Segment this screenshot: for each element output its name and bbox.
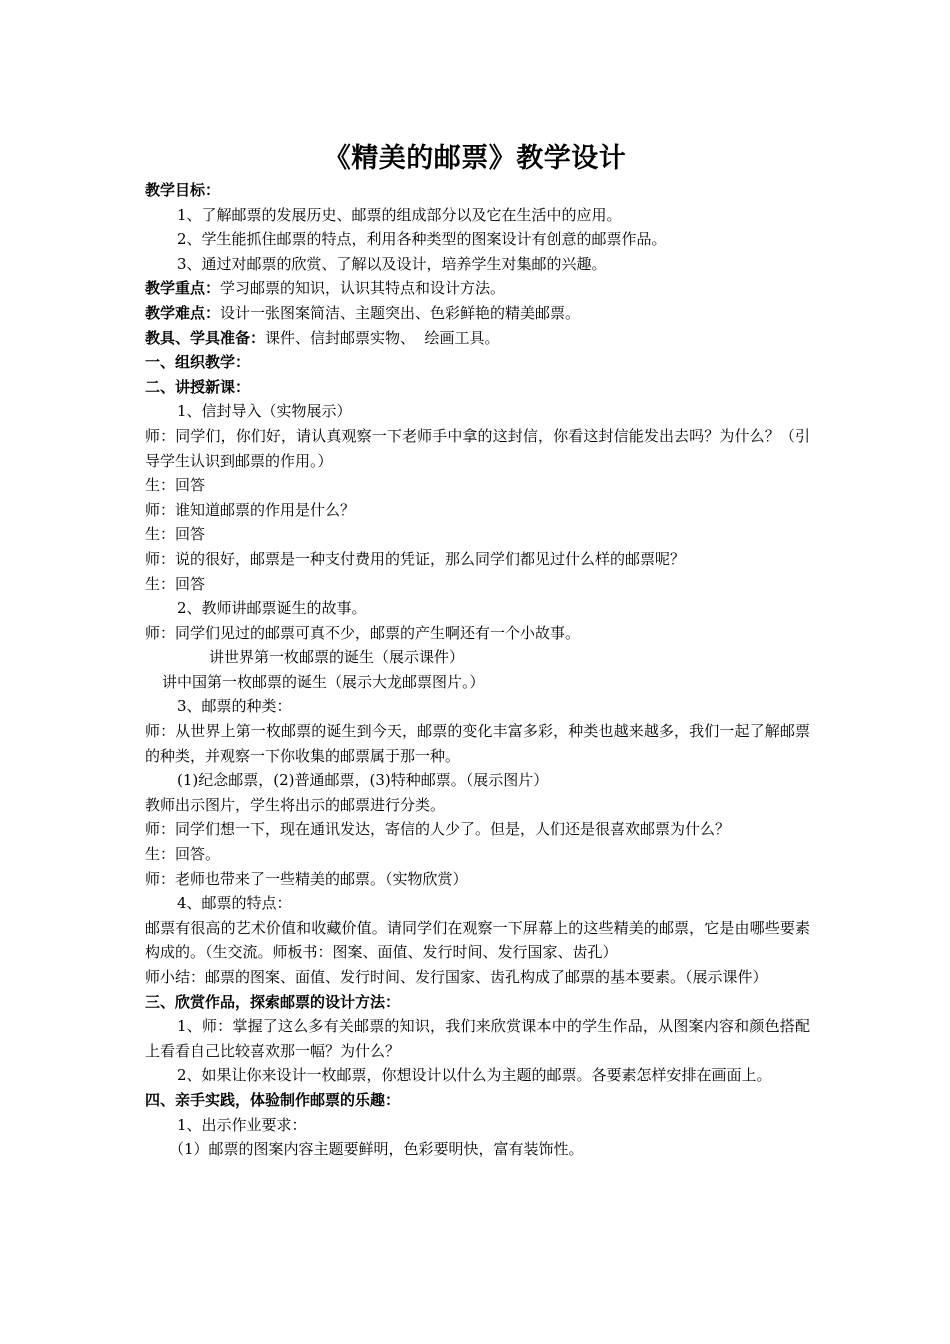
paragraph: 师：同学们想一下，现在通讯发达，寄信的人少了。但是，人们还是很喜欢邮票为什么？ — [145, 820, 731, 839]
paragraph: 师小结：邮票的图案、面值、发行时间、发行国家、齿孔构成了邮票的基本要素。（展示课件） — [145, 968, 768, 986]
paragraph: (1)纪念邮票，(2)普通邮票，(3)特种邮票。（展示图片） — [177, 771, 549, 790]
paragraph: 教师出示图片，学生将出示的邮票进行分类。 — [145, 795, 446, 814]
paragraph: 4、邮票的特点： — [177, 894, 292, 913]
label: 教具、学具准备： — [145, 328, 266, 347]
section-heading: 教学目标： — [145, 181, 221, 199]
section-heading: 一、组织教学： — [145, 353, 251, 372]
label: 教学难点： — [145, 303, 221, 322]
paragraph: 师：谁知道邮票的作用是什么？ — [145, 500, 356, 519]
paragraph: 1、信封导入（实物展示） — [177, 402, 352, 421]
paragraph: （1）邮票的图案内容主题要鲜明，色彩要明快，富有装饰性。 — [169, 1140, 584, 1159]
paragraph: 1、师：掌握了这么多有关邮票的知识，我们来欣赏课本中的学生作品，从图案内容和颜色搭配上看看自己比较喜欢那一幅？为什么？ — [145, 1017, 810, 1060]
materials — [145, 326, 810, 351]
paragraph: 师：老师也带来了一些精美的邮票。（实物欣赏） — [145, 869, 468, 888]
section-heading: 二、讲授新课： — [145, 377, 251, 396]
paragraph: 师：说的很好，邮票是一种支付费用的凭证，那么同学们都见过什么样的邮票呢？ — [145, 549, 686, 568]
paragraph: 3、邮票的种类： — [177, 697, 292, 716]
paragraph: 3、通过对邮票的欣赏、了解以及设计，培养学生对集邮的兴趣。 — [177, 254, 607, 273]
paragraph: 师：从世界上第一枚邮票的诞生到今天，邮票的变化丰富多彩，种类也越来越多，我们一起了解邮票的种类，并观察一下你收集的邮票属于那一种。 — [145, 722, 810, 765]
paragraph: 讲世界第一枚邮票的诞生（展示课件） — [209, 648, 465, 667]
paragraph: 1、了解邮票的发展历史、邮票的组成部分以及它在生活中的应用。 — [177, 205, 622, 224]
text: 课件、信封邮票实物、 绘画工具。 — [265, 328, 500, 347]
paragraph: 师：同学们见过的邮票可真不少，邮票的产生啊还有一个小故事。 — [145, 623, 581, 642]
text: 学习邮票的知识，认识其特点和设计方法。 — [220, 279, 506, 298]
section-heading: 三、欣赏作品，探索邮票的设计方法： — [145, 992, 401, 1011]
section-heading: 四、亲手实践，体验制作邮票的乐趣： — [145, 1090, 401, 1109]
document-title: 《精美的邮票》教学设计 — [323, 143, 627, 174]
paragraph: 2、如果让你来设计一枚邮票，你想设计以什么为主题的邮票。各要素怎样安排在画面上。 — [177, 1066, 772, 1085]
paragraph: 师：同学们，你们好，请认真观察一下老师手中拿的这封信，你看这封信能发出去吗？为什么？（引导学生认识到邮票的作用。） — [145, 426, 810, 470]
paragraph: 讲中国第一枚邮票的诞生（展示大龙邮票图片。） — [162, 672, 485, 691]
paragraph: 2、学生能抓住邮票的特点，利用各种类型的图案设计有创意的邮票作品。 — [177, 230, 667, 249]
paragraph: 生：回答 — [145, 476, 206, 495]
label: 教学重点： — [145, 279, 221, 298]
key-points — [145, 276, 810, 301]
paragraph: 2、教师讲邮票诞生的故事。 — [177, 599, 367, 618]
paragraph: 生：回答 — [145, 525, 206, 544]
paragraph: 邮票有很高的艺术价值和收藏价值。请同学们在观察一下屏幕上的这些精美的邮票，它是由哪些要素构成的。（生交流。师板书：图案、面值、发行时间、发行国家、齿孔） — [145, 918, 810, 962]
paragraph: 生：回答 — [145, 574, 206, 593]
text: 设计一张图案简洁、主题突出、色彩鲜艳的精美邮票。 — [220, 303, 581, 322]
difficult-points — [145, 301, 810, 326]
document-body — [145, 178, 810, 1162]
paragraph: 1、出示作业要求： — [177, 1115, 307, 1134]
paragraph: 生：回答。 — [145, 845, 221, 864]
